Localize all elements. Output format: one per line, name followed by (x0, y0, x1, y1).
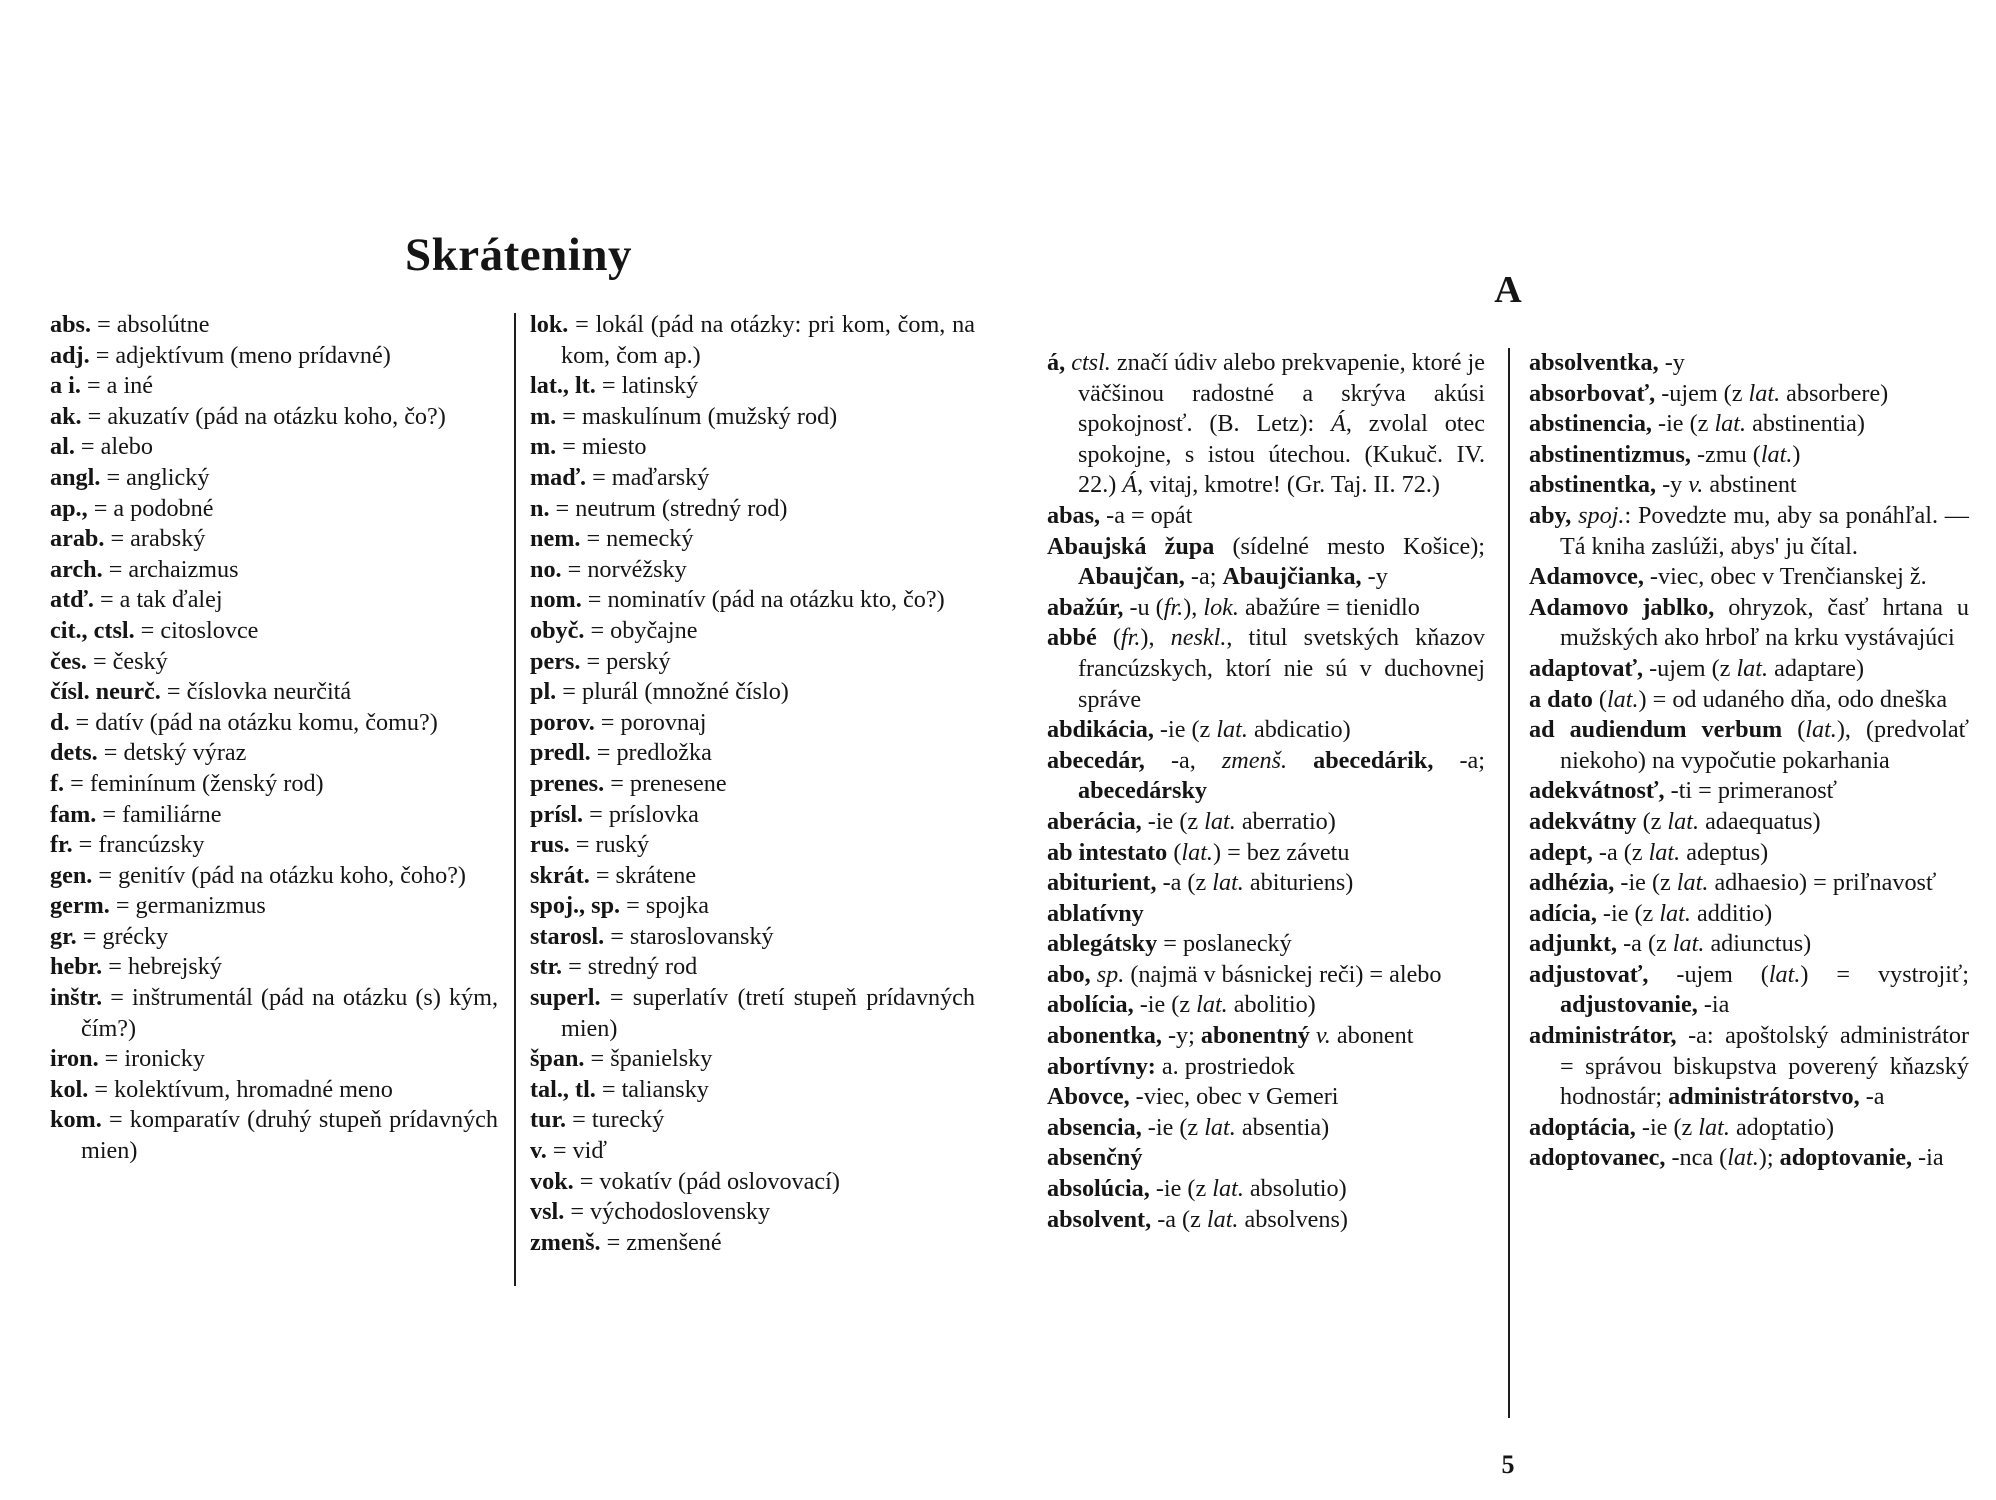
dictionary-entry: a i. = a iné (50, 372, 153, 400)
dictionary-entry: á, ctsl. značí údiv alebo prekvapenie, ktoré je väčšinou radostné a skrýva akúsi spokojnosť. (B. Letz): Á, zvolal otec spokojne, s istou útechou. (Kukuč. IV. 22.) Á, vitaj, kmotre! (Gr. Taj. II. 72.) (1047, 349, 1485, 499)
dictionary-entry: v. = viď (530, 1137, 607, 1165)
dictionary-entry: tur. = turecký (530, 1106, 665, 1134)
dictionary-entry: pl. = plurál (množné číslo) (530, 678, 789, 706)
dictionary-entry: al. = alebo (50, 433, 153, 461)
dictionary-entry: rus. = ruský (530, 831, 650, 859)
dictionary-entry: špan. = španielsky (530, 1045, 713, 1073)
dictionary-entry: no. = norvéžsky (530, 555, 687, 583)
column-divider (1508, 348, 1510, 1418)
dictionary-entry: str. = stredný rod (530, 953, 698, 981)
dictionary-entry: inštr. = inštrumentál (pád na otázku (s) kým, čím?) (50, 984, 498, 1042)
abbreviations-column-2 (530, 310, 975, 1258)
dictionary-entry: abbé (fr.), neskl., titul svetských kňazov francúzskych, ktorí nie sú v duchovnej správe (1047, 624, 1485, 713)
dictionary-entry: abažúr, -u (fr.), lok. abažúre = tienidlo (1047, 593, 1420, 621)
dictionary-entry: f. = feminínum (ženský rod) (50, 769, 324, 797)
dictionary-entry: spoj., sp. = spojka (530, 892, 709, 920)
dictionary-entry: abdikácia, -ie (z lat. abdicatio) (1047, 716, 1351, 744)
dictionary-entry: adaptovať, -ujem (z lat. adaptare) (1529, 654, 1865, 682)
abbreviations-column-1 (50, 310, 498, 1167)
dictionary-entry: ak. = akuzatív (pád na otázku koho, čo?) (50, 402, 446, 430)
dictionary-entry: abiturient, -a (z lat. abituriens) (1047, 869, 1354, 897)
dictionary-entry: ad audiendum verbum (lat.), (predvolať niekoho) na vypočutie pokarhania (1529, 716, 1969, 774)
dictionary-entry: abstinentizmus, -zmu (lat.) (1529, 440, 1801, 468)
dictionary-entry: abstinentka, -y v. abstinent (1529, 471, 1797, 499)
dictionary-entry: čísl. neurč. = číslovka neurčitá (50, 678, 352, 706)
dictionary-entry: adept, -a (z lat. adeptus) (1529, 838, 1769, 866)
dictionary-entry: abs. = absolútne (50, 311, 210, 338)
dictionary-entry: absenčný (1047, 1144, 1143, 1172)
dictionary-entry: adjustovať, -ujem (lat.) = vystrojiť; adjustovanie, -ia (1529, 960, 1969, 1019)
dictionary-entry: abortívny: a. prostriedok (1047, 1052, 1295, 1080)
dictionary-entry: abecedár, -a, zmenš. abecedárik, -a; abecedársky (1047, 746, 1486, 805)
dictionary-column-2 (1529, 348, 1969, 1174)
dictionary-entry: fam. = familiárne (50, 800, 222, 828)
dictionary-entry: arch. = archaizmus (50, 555, 239, 583)
dictionary-entry: m. = maskulínum (mužský rod) (530, 402, 838, 430)
dictionary-entry: d. = datív (pád na otázku komu, čomu?) (50, 708, 438, 736)
dictionary-entry: abstinencia, -ie (z lat. abstinentia) (1529, 410, 1865, 438)
dictionary-entry: dets. = detský výraz (50, 739, 247, 767)
dictionary-entry: absolventka, -y (1529, 349, 1685, 376)
dictionary-entry: porov. = porovnaj (530, 708, 707, 736)
dictionary-entry: nem. = nemecký (530, 525, 694, 553)
dictionary-entry: kol. = kolektívum, hromadné meno (50, 1075, 393, 1103)
dictionary-entry: nom. = nominatív (pád na otázku kto, čo?) (530, 586, 945, 614)
dictionary-entry: cit., ctsl. = citoslovce (50, 616, 259, 644)
dictionary-entry: ab intestato (lat.) = bez závetu (1047, 838, 1350, 866)
dictionary-entry: fr. = francúzsky (50, 831, 205, 859)
dictionary-entry: a dato (lat.) = od udaného dňa, odo dneška (1529, 685, 1948, 713)
dictionary-entry: gr. = grécky (50, 922, 169, 950)
dictionary-entry: zmenš. = zmenšené (530, 1228, 722, 1256)
dictionary-entry: Adamovo jablko, ohryzok, časť hrtana u mužských ako hrboľ na krku vystávajúci (1529, 593, 1969, 652)
dictionary-entry: kom. = komparatív (druhý stupeň prídavných mien) (50, 1106, 498, 1165)
page-number: 5 (1501, 1450, 1515, 1479)
dictionary-entry: angl. = anglický (50, 463, 210, 491)
dictionary-entry: adekvátny (z lat. adaequatus) (1529, 807, 1821, 835)
letter-heading: A (1494, 269, 1522, 311)
dictionary-entry: administrátor, -a: apoštolský administrátor = správou biskupstva poverený kňazský hodnostár; administrátorstvo, -a (1529, 1022, 1969, 1111)
dictionary-entry: ablegátsky = poslanecký (1047, 930, 1292, 958)
dictionary-entry: skrát. = skrátene (530, 861, 697, 889)
dictionary-entry: maď. = maďarský (530, 463, 710, 491)
dictionary-entry: absencia, -ie (z lat. absentia) (1047, 1113, 1330, 1141)
column-divider (514, 313, 516, 1286)
dictionary-entry: absolúcia, -ie (z lat. absolutio) (1047, 1175, 1347, 1203)
dictionary-entry: ablatívny (1047, 899, 1144, 927)
dictionary-entry: hebr. = hebrejský (50, 953, 222, 981)
dictionary-entry: germ. = germanizmus (50, 892, 266, 920)
dictionary-entry: Abaujská župa (sídelné mesto Košice); Abaujčan, -a; Abaujčianka, -y (1047, 532, 1485, 591)
dictionary-entry: adhézia, -ie (z lat. adhaesio) = priľnavosť (1529, 869, 1937, 897)
dictionary-entry: absolvent, -a (z lat. absolvens) (1047, 1205, 1348, 1233)
dictionary-entry: vok. = vokatív (pád oslovovací) (530, 1167, 840, 1195)
dictionary-entry: abonentka, -y; abonentný v. abonent (1047, 1022, 1414, 1050)
dictionary-entry: iron. = ironicky (50, 1045, 205, 1073)
dictionary-entry: aby, spoj.: Povedzte mu, aby sa ponáhľal. — Tá kniha zaslúži, abys' ju čítal. (1529, 501, 1969, 560)
right-page (998, 0, 1996, 1500)
dictionary-entry: Abovce, -viec, obec v Gemeri (1047, 1083, 1339, 1111)
dictionary-entry: arab. = arabský (50, 525, 206, 553)
dictionary-entry: Adamovce, -viec, obec v Trenčianskej ž. (1529, 563, 1927, 591)
dictionary-entry: adekvátnosť, -ti = primeranosť (1529, 777, 1838, 805)
dictionary-entry: adícia, -ie (z lat. additio) (1529, 899, 1773, 927)
dictionary-entry: abas, -a = opát (1047, 501, 1193, 529)
dictionary-entry: prísl. = príslovka (530, 800, 699, 828)
dictionary-entry: lat., lt. = latinský (530, 372, 699, 400)
dictionary-entry: ap., = a podobné (50, 494, 214, 522)
dictionary-column-1 (1047, 348, 1485, 1235)
dictionary-entry: aberácia, -ie (z lat. aberratio) (1047, 807, 1336, 835)
dictionary-entry: adoptovanec, -nca (lat.); adoptovanie, -ia (1529, 1144, 1944, 1172)
dictionary-entry: abolícia, -ie (z lat. abolitio) (1047, 991, 1316, 1019)
dictionary-entry: superl. = superlatív (tretí stupeň prídavných mien) (530, 984, 975, 1042)
dictionary-entry: atď. = a tak ďalej (50, 586, 223, 614)
dictionary-entry: obyč. = obyčajne (530, 616, 698, 644)
dictionary-entry: m. = miesto (530, 433, 647, 461)
dictionary-entry: adjunkt, -a (z lat. adiunctus) (1529, 930, 1812, 958)
dictionary-entry: starosl. = staroslovanský (530, 922, 774, 950)
dictionary-entry: absorbovať, -ujem (z lat. absorbere) (1529, 379, 1889, 407)
dictionary-entry: čes. = český (50, 647, 168, 675)
dictionary-entry: adj. = adjektívum (meno prídavné) (50, 341, 391, 369)
page-title: Skráteniny (405, 229, 632, 281)
dictionary-entry: predl. = predložka (530, 739, 712, 767)
dictionary-entry: lok. = lokál (pád na otázky: pri kom, čom, na kom, čom ap.) (530, 311, 975, 369)
dictionary-entry: tal., tl. = taliansky (530, 1075, 709, 1103)
dictionary-entry: n. = neutrum (stredný rod) (530, 494, 788, 522)
dictionary-entry: prenes. = prenesene (530, 769, 727, 797)
dictionary-entry: abo, sp. (najmä v básnickej reči) = alebo (1047, 960, 1442, 988)
dictionary-entry: adoptácia, -ie (z lat. adoptatio) (1529, 1113, 1834, 1141)
dictionary-entry: vsl. = východoslovensky (530, 1198, 771, 1226)
dictionary-entry: pers. = perský (530, 647, 671, 675)
dictionary-entry: gen. = genitív (pád na otázku koho, čoho?) (50, 861, 466, 889)
